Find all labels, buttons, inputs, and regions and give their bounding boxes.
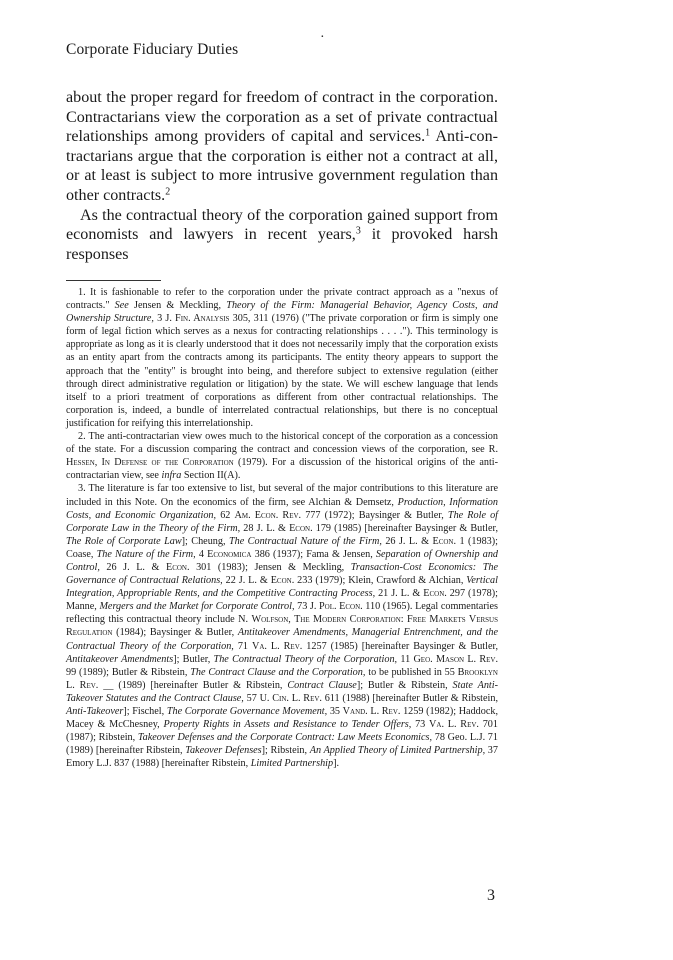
- footnote-ref-3[interactable]: 3: [355, 225, 361, 237]
- footnotes: [66, 286, 498, 770]
- page-number: 3: [487, 887, 495, 904]
- paragraph-2: As the contractual theory of the corporation gained support from economists and lawyers in recent years,$^3$ it provoked harsh responses: [66, 206, 499, 263]
- footnote-2: 2. The anti-contractarian view owes much to the historical concept of the corporation as a concession of the state. For a discussion comparing the contract and concession views of the corporation, see R. Hessen, In Defense of the Corporation (1979). For a discussion of the historical origins of the anti-contractarian view, see infra Section II(A).: [66, 431, 498, 482]
- footnote-1: 1. It is fashionable to refer to the corporation under the private contract approach as a "nexus of contracts." See Jensen & Meckling, Theory of the Firm: Managerial Behavior, Agency Costs, and Ownership Structure, 3 J. Fin. Analysis 305, 311 (1976) ("The private corporation or firm is simply one form of legal fiction which serves as a nexus for contracting relationships . . . ."). This terminology is appropriate as long as it is clearly understood that it does not necessarily imply that the corporation exists as an entity apart from the contracts among its participants. The entity theory appears to support the approach that the "entity" is brought into being, and therefore subject to extensive regulation (either through direct administrative regulation or litigation) by the state. We will eschew language that lends itself to a priori treatment of corporations as different from other contractual relationships. The corporation is, indeed, a bundle of interrelated contractual relationships, but there is no conceptual justification for reifying this interrelationship.: [66, 287, 498, 429]
- footnote-rule: [66, 280, 161, 281]
- paragraph-1: about the proper regard for freedom of contract in the corporation. Contractarians view the corporation as a set of private contractual relationships among providers of capital and services.$^1$ Anti-contractarians argue that the corporation is either not a contract at all, or at least is subject to more intrusive government regulation than other contracts.$^2$: [66, 89, 498, 204]
- page-mark: ·: [320, 30, 325, 45]
- footnote-ref-2[interactable]: 2: [165, 186, 171, 198]
- running-head: Corporate Fiduciary Duties: [66, 41, 239, 58]
- footnote-3: 3. The literature is far too extensive to list, but several of the major contributions to this literature are included in this Note. On the economics of the firm, see Alchian & Demsetz, Production, Information Costs, and Economic Organization, 62 Am. Econ. Rev. 777 (1972); Baysinger & Butler, The Role of Corporate Law in the Theory of the Firm, 28 J. L. & Econ. 179 (1985) [hereinafter Baysinger & Butler, The Role of Corporate Law]; Cheung, The Contractual Nature of the Firm, 26 J. L. & Econ. 1 (1983); Coase, The Nature of the Firm, 4 Economica 386 (1937); Fama & Jensen, Separation of Ownership and Control, 26 J. L. & Econ. 301 (1983); Jensen & Meckling, Transaction-Cost Economics: The Governance of Contractual Relations, 22 J. L. & Econ. 233 (1979); Klein, Crawford & Alchian, Vertical Integration, Appropriable Rents, and the Competitive Contracting Process, 21 J. L. & Econ. 297 (1978); Manne, Mergers and the Market for Corporate Control, 73 J. Pol. Econ. 110 (1965). Legal commentaries reflecting this contractual theory include N. Wolfson, The Modern Corporation: Free Markets Versus Regulation (1984); Baysinger & Butler, Antitakeover Amendments, Managerial Entrenchment, and the Contractual Theory of the Corporation, 71 Va. L. Rev. 1257 (1985) [hereinafter Baysinger & Butler, Antitakeover Amendments]; Butler, The Contractual Theory of the Corporation, 11 Geo. Mason L. Rev. 99 (1989); Butler & Ribstein, The Contract Clause and the Corporation, to be published in 55 Brooklyn L. Rev. __ (1989) [hereinafter Butler & Ribstein, Contract Clause]; Butler & Ribstein, State Anti-Takeover Statutes and the Contract Clause, 57 U. Cin. L. Rev. 611 (1988) [hereinafter Butler & Ribstein, Anti-Takeover]; Fischel, The Corporate Governance Movement, 35 Vand. L. Rev. 1259 (1982); Haddock, Macey & McChesney, Property Rights in Assets and Resistance to Tender Offers, 73 Va. L. Rev. 701 (1987); Ribstein, Takeover Defenses and the Corporate Contract: Law Meets Economics, 78 Geo. L.J. 71 (1989) [hereinafter Ribstein, Takeover Defenses]; Ribstein, An Applied Theory of Limited Partnership, 37 Emory L.J. 837 (1988) [hereinafter Ribstein, Limited Partnership].: [66, 483, 499, 770]
- body-text: [66, 88, 498, 264]
- footnote-ref-1[interactable]: 1: [425, 127, 431, 139]
